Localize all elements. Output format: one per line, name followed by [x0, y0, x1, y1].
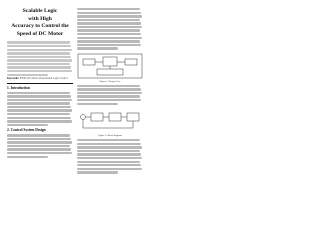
- text-line: [77, 85, 140, 87]
- text-line: [77, 164, 141, 166]
- text-line: [7, 63, 70, 65]
- introduction-text: [7, 92, 73, 127]
- text-line: [77, 99, 141, 101]
- title-line-2: with High: [28, 15, 52, 22]
- text-line: [77, 22, 141, 24]
- text-line: [7, 141, 72, 143]
- text-line: [77, 88, 141, 90]
- text-line: [7, 145, 70, 147]
- figure-1-graphic: [77, 53, 143, 79]
- text-line: [7, 117, 71, 119]
- text-line: [77, 103, 118, 105]
- text-line: [7, 45, 71, 47]
- text-line: [7, 70, 72, 72]
- keywords-label: Keywords:: [7, 77, 20, 81]
- text-line: [7, 109, 72, 111]
- text-line: [7, 49, 72, 51]
- text-line: [77, 143, 141, 145]
- right-text-middle: [77, 85, 143, 105]
- figure-2-graphic: [77, 107, 143, 133]
- text-line: [77, 40, 140, 42]
- figure-2: [77, 107, 143, 133]
- text-line: [7, 124, 48, 126]
- text-line: [7, 56, 71, 58]
- text-line: [77, 12, 141, 14]
- title-line-3: Accuracy to Control the: [11, 23, 69, 30]
- figure-2-caption: Figure 2: Block diagram: [98, 134, 122, 138]
- text-line: [77, 44, 141, 46]
- text-line: [7, 102, 70, 104]
- figure-1: [77, 53, 143, 79]
- paper-page: [0, 0, 149, 198]
- text-line: [77, 157, 142, 159]
- text-line: [7, 152, 72, 154]
- text-line: [7, 95, 71, 97]
- right-text-top: [77, 8, 143, 50]
- title-line-4: Speed of DC Motor: [16, 30, 64, 37]
- text-line: [7, 106, 71, 108]
- text-line: [7, 148, 71, 150]
- text-line: [7, 52, 70, 54]
- text-line: [77, 171, 118, 173]
- text-line: [77, 146, 142, 148]
- text-line: [77, 37, 142, 39]
- text-line: [77, 29, 140, 31]
- figure-1-caption: Figure 1: Design Core: [99, 79, 121, 83]
- control-system-text: [7, 134, 73, 158]
- keywords-text: PWM, DC Motor, Proportional Logic Control: [19, 77, 68, 81]
- right-text-bottom: [77, 139, 143, 174]
- text-line: [7, 59, 72, 61]
- heading-introduction: 1. Introduction: [7, 85, 31, 90]
- text-line: [77, 33, 141, 35]
- right-column: [77, 8, 143, 175]
- heading-control-system: 2. Control System Design: [7, 128, 46, 133]
- text-line: [77, 26, 142, 28]
- text-line: [77, 139, 140, 141]
- text-line: [77, 161, 140, 163]
- text-line: [7, 120, 72, 122]
- text-line: [7, 156, 48, 158]
- text-line: [7, 99, 72, 101]
- paper-title: [7, 8, 73, 38]
- text-line: [77, 153, 141, 155]
- text-line: [77, 168, 142, 170]
- text-line: [7, 41, 70, 43]
- text-line: [77, 8, 140, 10]
- text-line: [7, 74, 48, 76]
- text-line: [77, 15, 142, 17]
- text-line: [7, 134, 70, 136]
- text-line: [7, 66, 71, 68]
- left-column: [7, 8, 73, 159]
- text-line: [77, 150, 140, 152]
- divider-line: [7, 83, 73, 84]
- text-line: [77, 95, 140, 97]
- abstract-block: [7, 41, 73, 76]
- text-line: [7, 92, 70, 94]
- keywords: [7, 77, 73, 81]
- title-line-1: Scalable Logic: [22, 8, 58, 14]
- text-line: [77, 19, 140, 21]
- text-line: [7, 113, 70, 115]
- text-line: [77, 92, 142, 94]
- text-line: [77, 47, 118, 49]
- text-line: [7, 138, 71, 140]
